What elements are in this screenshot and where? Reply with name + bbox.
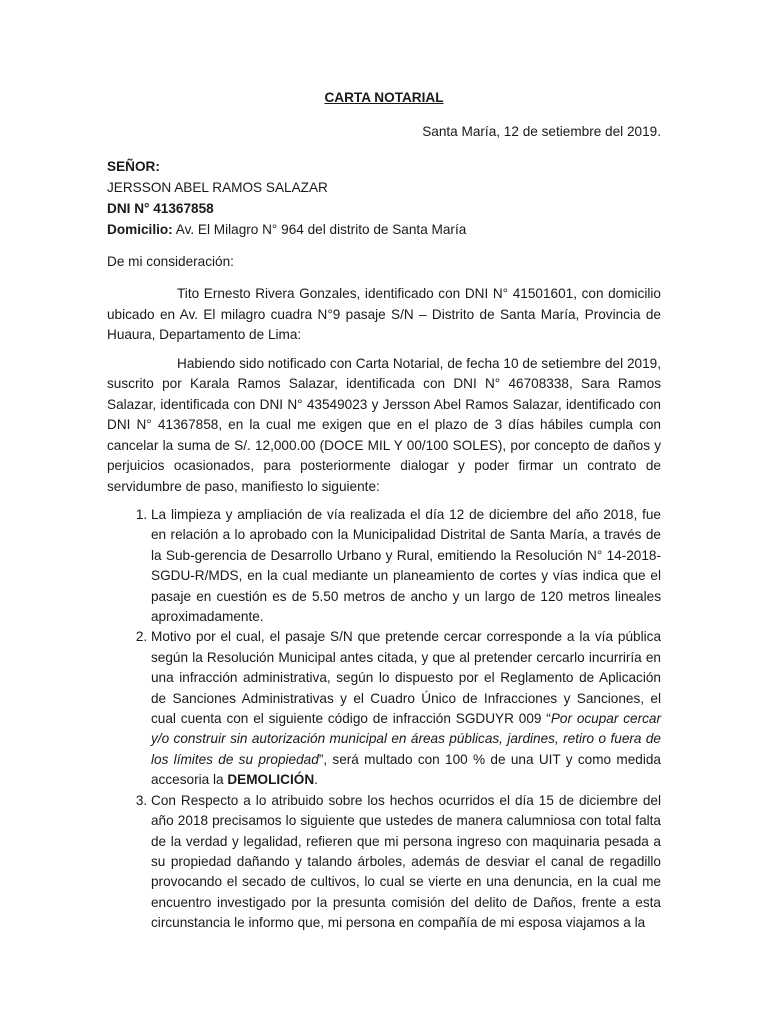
recipient-name: JERSSON ABEL RAMOS SALAZAR <box>107 180 328 195</box>
recipient-block <box>107 156 661 240</box>
point-2-bold-word: DEMOLICIÓN <box>227 772 315 788</box>
recipient-dni: DNI N° 41367858 <box>107 201 214 216</box>
points-list <box>107 505 661 934</box>
address-value: Av. El Milagro N° 964 del distrito de Santa María <box>172 222 467 237</box>
point-2-italic-quote: Por ocupar cercar y/o construir sin autorización municipal en áreas públicas, jardines, retiro o fuera de los límites de su propiedad <box>151 711 662 767</box>
address-label: Domicilio: <box>107 222 173 237</box>
point-2-text-a: Motivo por el cual, el pasaje S/N que pretende cercar corresponde a la vía pública según la Resolución Municipal antes citada, y que al pretender cercarlo incurriría en una infracción administrativa, según lo dispuesto por el Reglamento de Aplicación de Sanciones Administrativas y el Cuadro Único de Infracciones y Sanciones, el cual cuenta con el siguiente código de infracción SGDUYR 009 “ <box>151 629 661 727</box>
letter-page <box>107 88 661 934</box>
point-2 <box>151 627 661 790</box>
greeting: De mi consideración: <box>107 254 234 269</box>
document-title: CARTA NOTARIAL <box>324 90 444 105</box>
paragraph-sender: Tito Ernesto Rivera Gonzales, identificado con DNI N° 41501601, con domicilio ubicado en Av. El milagro cuadra N°9 pasaje S/N – Distrito de Santa María, Provincia de Huaura, Departamento de Lima: <box>107 286 661 342</box>
point-1: 1. La limpieza y ampliación de vía realizada el día 12 de diciembre del año 2018, fue en relación a lo aprobado con la Municipalidad Distrital de Santa María, a través de la Sub-gerencia de Desarrollo Urbano y Rural, emitiendo la Resolución N° 14-2018-SGDU-R/MDS, en la cual mediante un planeamiento de cortes y vías indica que el pasaje en cuestión es de 5.50 metros de ancho y un largo de 120 metros lineales aproximadamente. <box>151 505 661 627</box>
date-line: Santa María, 12 de setiembre del 2019. <box>422 124 661 139</box>
salutation: SEÑOR: <box>107 159 160 174</box>
point-2-text-b: ”, será multado con 100 % de una UIT y como medida accesoria la <box>151 751 661 788</box>
point-2-end: . <box>314 772 318 788</box>
point-3: 3. Con Respecto a lo atribuido sobre los hechos ocurridos el día 15 de diciembre del año 2018 precisamos lo siguiente que ustedes de manera calumniosa con total falta de la verdad y legalidad, refieren que mi persona ingreso con maquinaria pesada a su propiedad dañando y talando árboles, además de desviar el canal de regadillo provocando el secado de cultivos, lo cual se vierte en una denuncia, en la cual me encuentro investigado por la presunta comisión del delito de Daños, frente a esta circunstancia le informo que, mi persona en compañía de mi esposa viajamos a la <box>151 791 661 934</box>
paragraph-notification: Habiendo sido notificado con Carta Notarial, de fecha 10 de setiembre del 2019, suscrito por Karala Ramos Salazar, identificada con DNI N° 46708338, Sara Ramos Salazar, identificada con DNI N° 43549023 y Jersson Abel Ramos Salazar, identificado con DNI N° 41367858, en la cual me exigen que en el plazo de 3 días hábiles cumpla con cancelar la suma de S/. 12,000.00 (DOCE MIL Y 00/100 SOLES), por concepto de daños y perjuicios ocasionados, para posteriormente dialogar y poder firmar un contrato de servidumbre de paso, manifiesto lo siguiente: <box>107 355 661 494</box>
recipient-address <box>107 219 661 240</box>
